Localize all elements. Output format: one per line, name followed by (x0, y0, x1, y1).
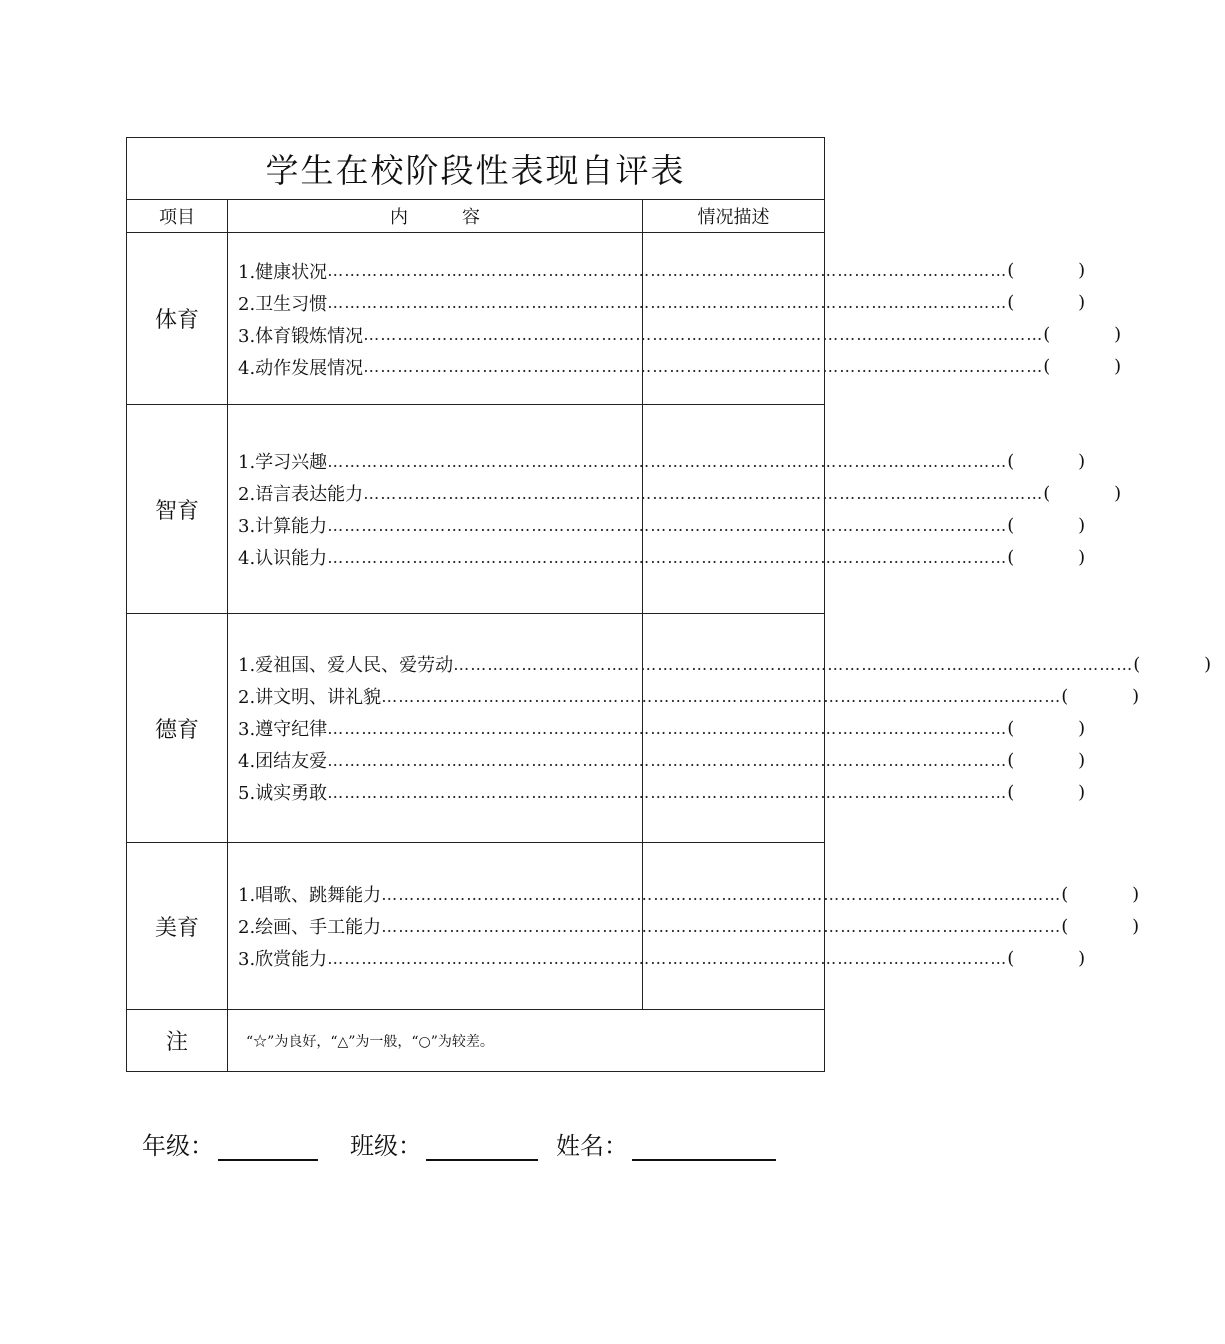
leader-dots: ………………………………………………………………………………………………………… (453, 654, 1134, 674)
rating-blank[interactable]: ( ) (1007, 260, 1086, 281)
category-moral: 德育 (127, 614, 228, 843)
grade-field (142, 1126, 318, 1161)
category-aesthetic: 美育 (127, 843, 228, 1010)
column-header-content: 内 容 (228, 200, 643, 233)
leader-dots: ………………………………………………………………………………………………………… (381, 884, 1062, 904)
class-field (350, 1126, 538, 1161)
leader-dots: ………………………………………………………………………………………………………… (327, 547, 1008, 567)
leader-dots: ………………………………………………………………………………………………………… (363, 483, 1044, 503)
rating-blank[interactable]: ( ) (1007, 781, 1086, 803)
rating-blank[interactable]: ( ) (1007, 514, 1086, 536)
class-label: 班级： (350, 1132, 422, 1160)
item-label: 2.绘画、手工能力 (238, 917, 382, 938)
item-label: 3.计算能力 (238, 516, 328, 537)
rating-blank[interactable]: ( ) (1061, 883, 1140, 905)
column-header-item: 项目 (127, 200, 228, 233)
name-blank[interactable] (632, 1131, 776, 1161)
item-label: 2.语言表达能力 (238, 484, 364, 505)
list-item (238, 878, 1140, 910)
leader-dots: ………………………………………………………………………………………………………… (363, 325, 1044, 344)
content-aesthetic (228, 843, 1140, 1010)
description-physical[interactable] (643, 233, 825, 405)
list-item (238, 509, 1086, 541)
self-evaluation-table (126, 137, 1212, 1072)
description-intellectual[interactable] (643, 405, 825, 614)
leader-dots: ………………………………………………………………………………………………………… (327, 750, 1008, 770)
item-label: 4.团结友爱 (238, 751, 328, 772)
leader-dots: ………………………………………………………………………………………………………… (327, 261, 1008, 280)
section-row-physical (127, 233, 825, 405)
rating-blank[interactable]: ( ) (1043, 324, 1122, 345)
list-item (238, 910, 1140, 942)
grade-blank[interactable] (218, 1131, 318, 1161)
item-label: 2.讲文明、讲礼貌 (238, 687, 382, 708)
class-blank[interactable] (426, 1131, 538, 1161)
leader-dots: ………………………………………………………………………………………………………… (381, 686, 1062, 706)
rating-blank[interactable]: ( ) (1007, 947, 1086, 969)
rating-blank[interactable]: ( ) (1133, 653, 1212, 675)
content-moral (228, 614, 1212, 843)
list-item (238, 744, 1086, 776)
leader-dots: ………………………………………………………………………………………………………… (327, 293, 1008, 312)
item-label: 1.健康状况 (238, 261, 328, 283)
rating-blank[interactable]: ( ) (1043, 356, 1122, 377)
item-label: 3.体育锻炼情况 (238, 325, 364, 347)
item-label: 1.学习兴趣 (238, 452, 328, 473)
list-item (238, 712, 1086, 744)
rating-blank[interactable]: ( ) (1007, 546, 1086, 568)
category-physical: 体育 (127, 233, 228, 405)
list-item (238, 445, 1086, 477)
rating-blank[interactable]: ( ) (1007, 450, 1086, 472)
item-label: 5.诚实勇敢 (238, 783, 328, 804)
list-item (238, 648, 1212, 680)
list-item (238, 319, 1122, 351)
section-row-aesthetic (127, 843, 825, 1010)
list-item (238, 287, 1086, 319)
leader-dots: ………………………………………………………………………………………………………… (327, 782, 1008, 802)
note-text: “☆”为良好，“△”为一般，“○”为较差。 (228, 1010, 825, 1072)
rating-blank[interactable]: ( ) (1007, 749, 1086, 771)
section-row-moral (127, 614, 825, 843)
list-item (238, 541, 1086, 573)
item-label: 1.唱歌、跳舞能力 (238, 885, 382, 906)
content-intellectual (228, 405, 1122, 614)
rating-blank[interactable]: ( ) (1043, 482, 1122, 504)
item-label: 4.认识能力 (238, 548, 328, 569)
item-label: 3.遵守纪律 (238, 719, 328, 740)
list-item (238, 680, 1140, 712)
item-label: 1.爱祖国、爱人民、爱劳动 (238, 655, 454, 676)
leader-dots: ………………………………………………………………………………………………………… (381, 916, 1062, 936)
leader-dots: ………………………………………………………………………………………………………… (327, 948, 1008, 968)
name-field (556, 1126, 776, 1161)
leader-dots: ………………………………………………………………………………………………………… (327, 451, 1008, 471)
list-item (238, 776, 1086, 808)
leader-dots: ………………………………………………………………………………………………………… (327, 515, 1008, 535)
note-row (127, 1010, 825, 1072)
leader-dots: ………………………………………………………………………………………………………… (327, 718, 1008, 738)
list-item (238, 942, 1086, 974)
rating-blank[interactable]: ( ) (1007, 717, 1086, 739)
item-label: 4.动作发展情况 (238, 357, 364, 379)
item-label: 3.欣赏能力 (238, 949, 328, 970)
list-item (238, 351, 1122, 383)
content-physical (228, 233, 1122, 405)
section-row-intellectual (127, 405, 825, 614)
grade-label: 年级： (142, 1132, 214, 1160)
item-label: 2.卫生习惯 (238, 293, 328, 315)
category-intellectual: 智育 (127, 405, 228, 614)
list-item (238, 255, 1086, 287)
rating-blank[interactable]: ( ) (1007, 292, 1086, 313)
rating-blank[interactable]: ( ) (1061, 915, 1140, 937)
student-info-footer (142, 1126, 802, 1161)
form-title: 学生在校阶段性表现自评表 (127, 138, 825, 200)
leader-dots: ………………………………………………………………………………………………………… (363, 357, 1044, 376)
name-label: 姓名： (556, 1132, 628, 1160)
note-label: 注 (127, 1010, 228, 1072)
list-item (238, 477, 1122, 509)
column-header-description: 情况描述 (643, 200, 825, 233)
rating-blank[interactable]: ( ) (1061, 685, 1140, 707)
